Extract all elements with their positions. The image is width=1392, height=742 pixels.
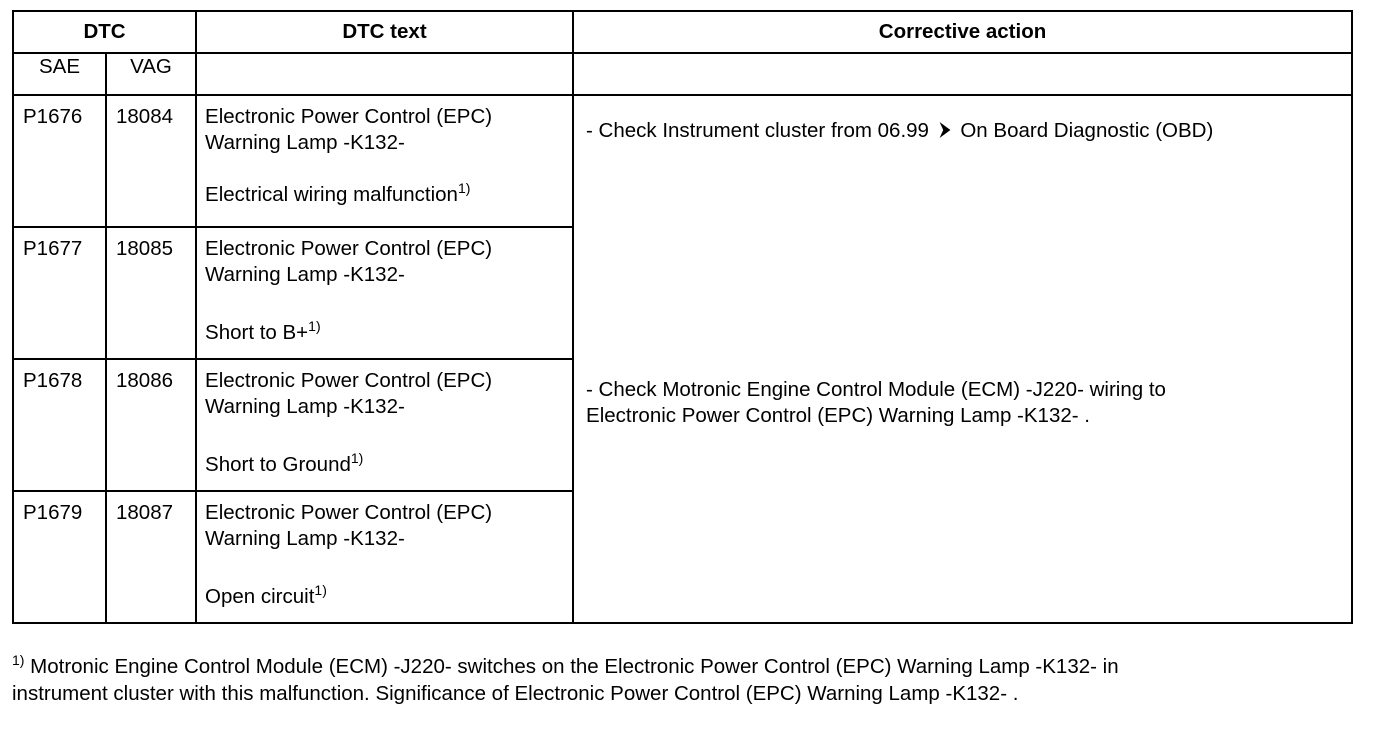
chevron-right-icon (937, 118, 951, 144)
dtc-text-cell (196, 359, 573, 491)
sae-code: P1678 (13, 359, 106, 491)
footnote-ref: 1) (308, 318, 321, 334)
obd-link[interactable]: On Board Diagnostic (OBD) (960, 119, 1214, 142)
footnote-ref: 1) (350, 450, 364, 466)
dtc-text-cell (196, 227, 573, 359)
footnote-ref: 1) (314, 582, 327, 598)
dtc-text-line1: Electronic Power Control (EPC) (205, 501, 493, 524)
sae-code: P1679 (13, 491, 106, 623)
action2-line1: - Check Motronic Engine Control Module (ECM) -J220- wiring to (586, 378, 1166, 401)
dtc-fault (205, 182, 566, 208)
dtc-document (12, 10, 1352, 624)
header-dtc-text: DTC text (196, 11, 573, 53)
vag-code: 18086 (106, 359, 196, 491)
action1-text: - Check Instrument cluster from 06.99 (586, 119, 929, 142)
subheader-empty-text (196, 53, 573, 95)
dtc-text-line1: Electronic Power Control (EPC) (205, 237, 493, 260)
footnote (12, 653, 1352, 707)
dtc-text-line2: Warning Lamp -K132- (205, 527, 405, 550)
dtc-fault-text: Short to B+ (205, 321, 309, 344)
footnote-marker: 1) (12, 652, 25, 668)
vag-code: 18084 (106, 95, 196, 227)
footnote-text-1: Motronic Engine Control Module (ECM) -J220- switches on the Electronic Power Control (EPC) Warning Lamp -K132- in (24, 655, 1119, 678)
header-dtc: DTC (13, 11, 196, 53)
dtc-text-line2: Warning Lamp -K132- (205, 131, 405, 154)
vag-code: 18085 (106, 227, 196, 359)
dtc-fault-text: Short to Ground (205, 453, 351, 476)
table-row (13, 95, 1352, 227)
footnote-ref: 1) (457, 180, 471, 196)
header-corrective-action: Corrective action (573, 11, 1352, 53)
action-ecm-wiring (586, 377, 1166, 429)
dtc-fault-text: Electrical wiring malfunction (205, 183, 458, 206)
dtc-text-line1: Electronic Power Control (EPC) (205, 105, 493, 128)
sae-code: P1676 (13, 95, 106, 227)
dtc-fault (205, 584, 566, 610)
footnote-line2: instrument cluster with this malfunction. Significance of Electronic Power Control (EPC) Warning Lamp -K132- . (12, 682, 1019, 705)
dtc-text-line1: Electronic Power Control (EPC) (205, 369, 493, 392)
vag-code: 18087 (106, 491, 196, 623)
subheader-empty-action (573, 53, 1352, 95)
header-row (13, 11, 1352, 53)
footnote-line1 (12, 653, 1352, 680)
action-instrument-cluster (586, 118, 1213, 144)
subheader-vag: VAG (106, 53, 196, 95)
subheader-row (13, 53, 1352, 95)
dtc-fault (205, 320, 566, 346)
action2-line2: Electronic Power Control (EPC) Warning Lamp -K132- . (586, 404, 1090, 427)
dtc-text-cell (196, 95, 573, 227)
corrective-action-cell (573, 95, 1352, 623)
subheader-sae: SAE (13, 53, 106, 95)
dtc-table (12, 10, 1353, 624)
dtc-text-cell (196, 491, 573, 623)
dtc-text-line2: Warning Lamp -K132- (205, 263, 405, 286)
sae-code: P1677 (13, 227, 106, 359)
dtc-fault-text: Open circuit (205, 585, 315, 608)
dtc-fault (205, 452, 566, 478)
dtc-text-line2: Warning Lamp -K132- (205, 395, 405, 418)
